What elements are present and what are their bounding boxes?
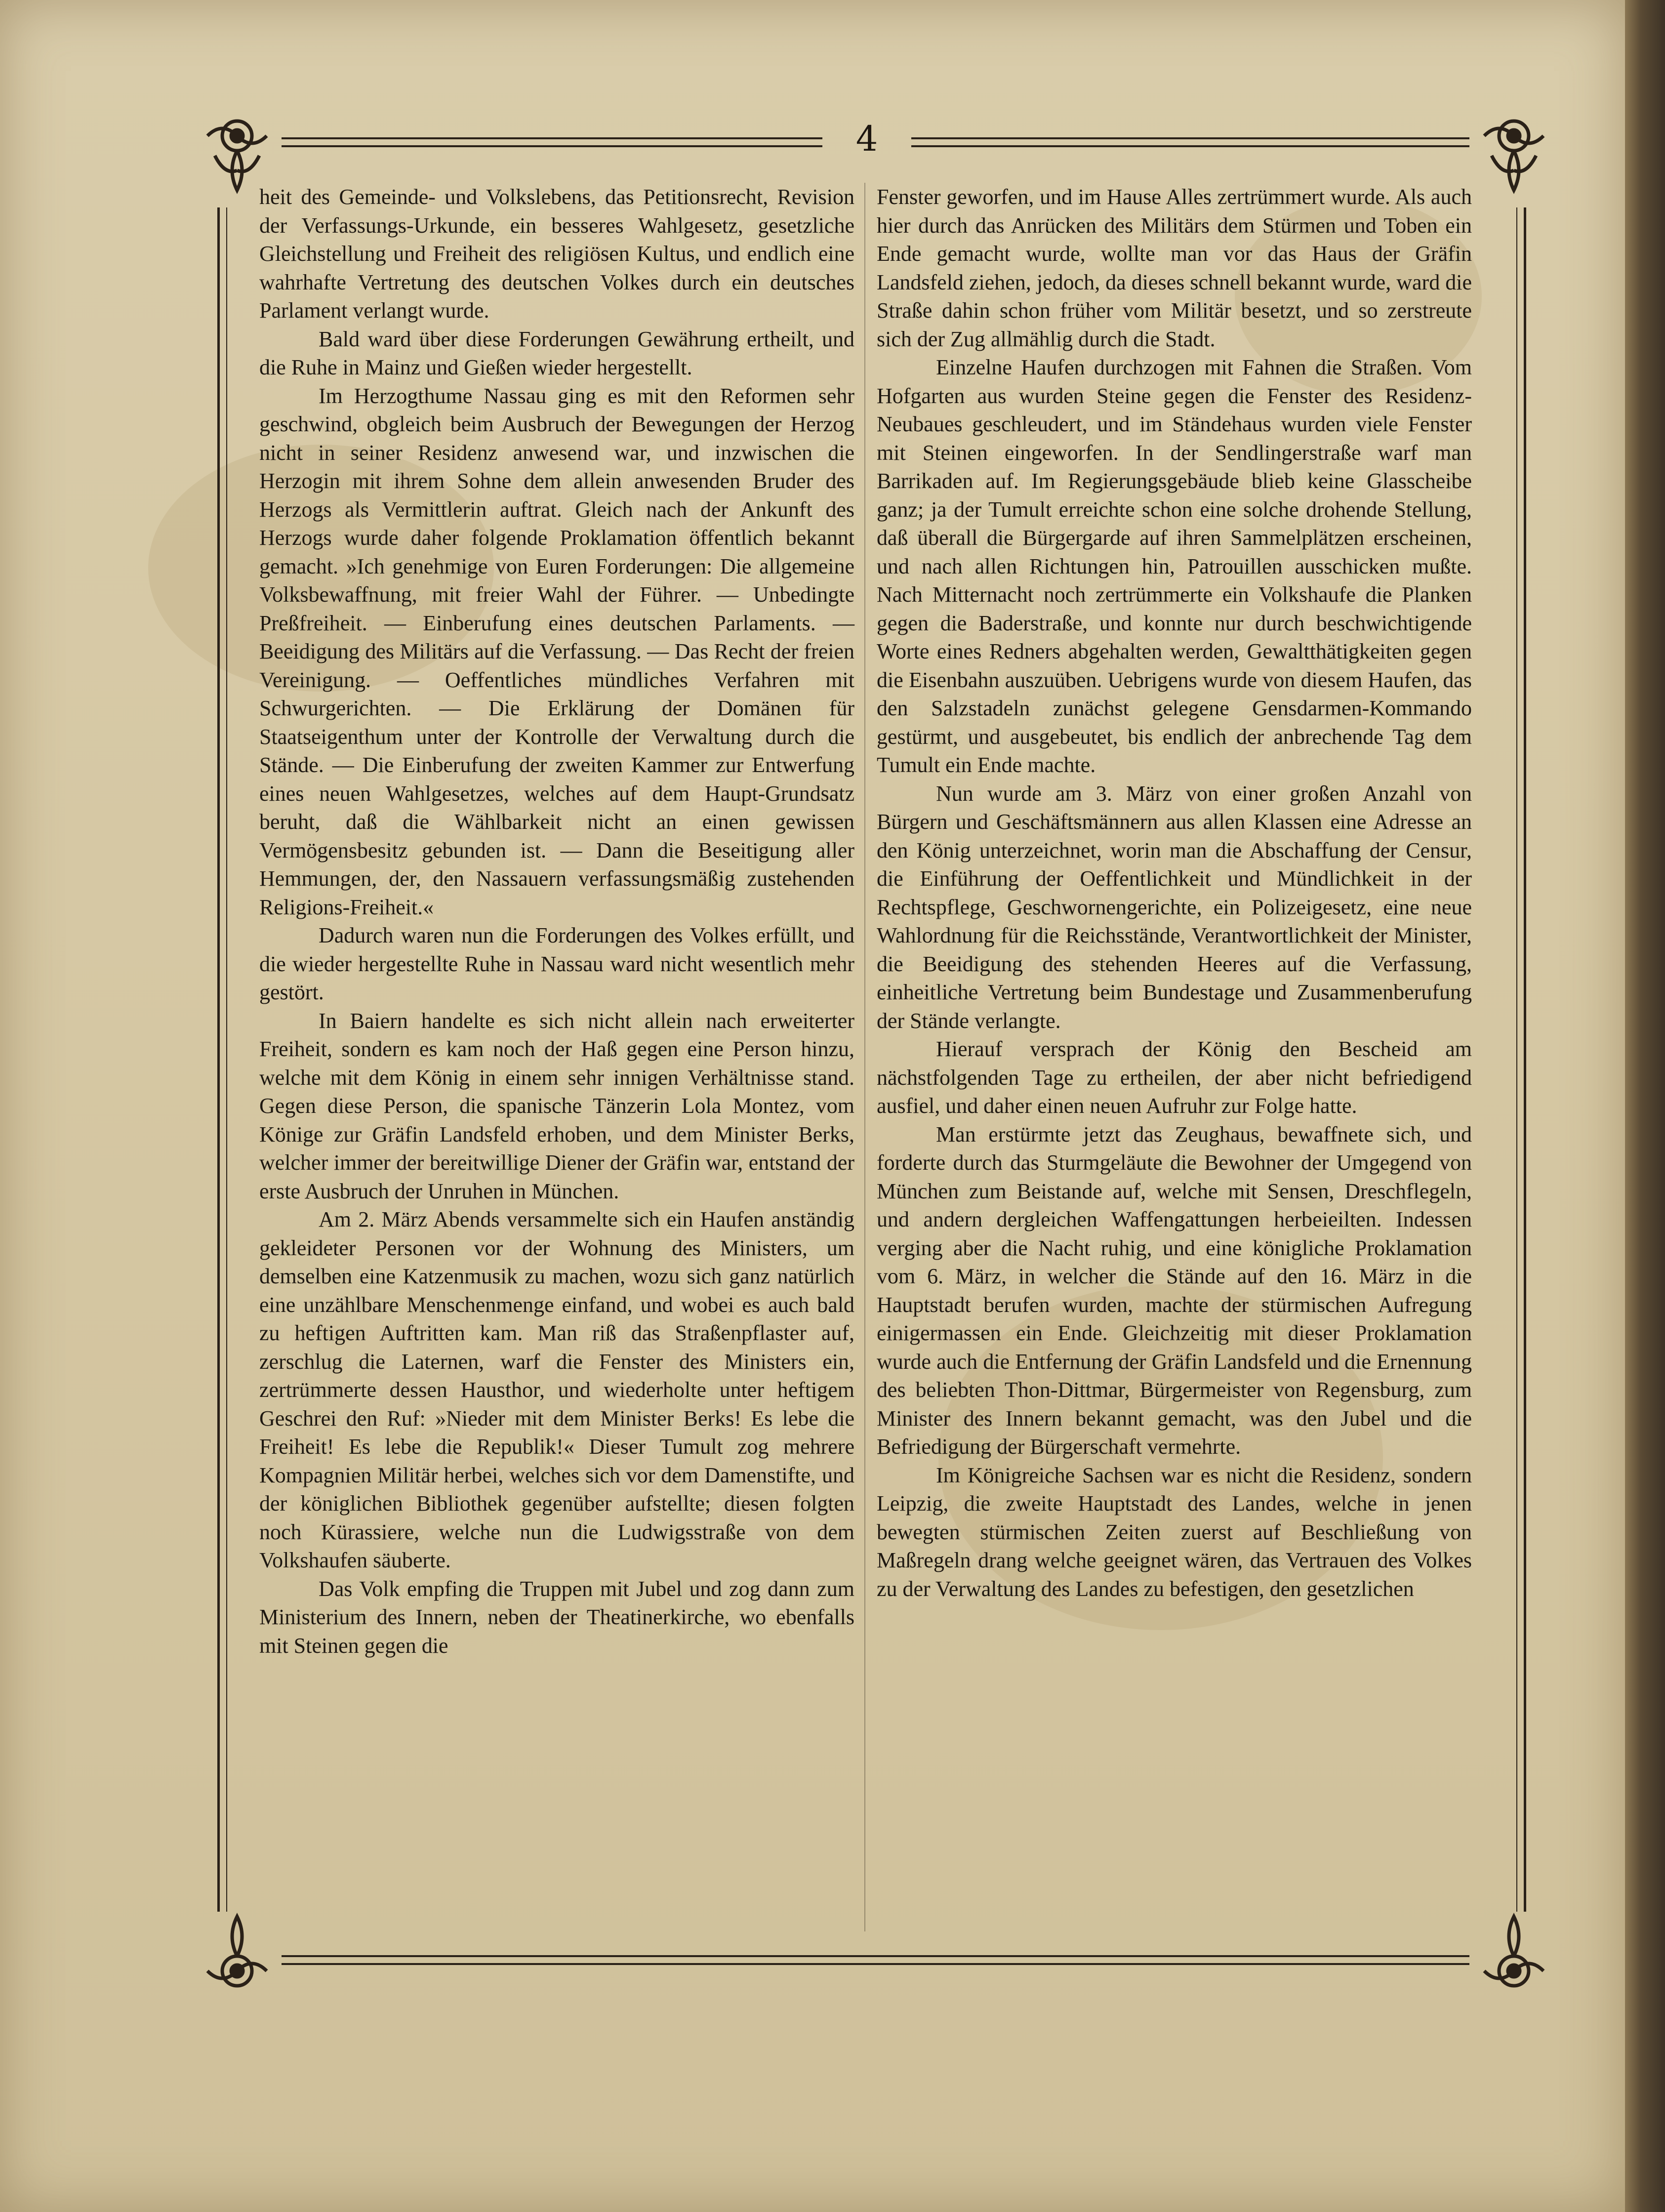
paragraph: Im Königreiche Sachsen war es nicht die Residenz, sondern Leipzig, die zweite Hauptstadt des Landes, welche in jenen bewegten stürmischen Zeiten zuerst auf Beschließung von Maßregeln drang welche geeignet wären, das Vertrauen des Volkes zu der Verwaltung des Landes zu befestigen, den gesetzlichen xyxy=(877,1463,1472,1601)
paragraph: Einzelne Haufen durchzogen mit Fahnen die Straßen. Vom Hofgarten aus wurden Steine gegen die Fenster des Residenz-Neubaues geschleudert, und im Ständehaus wurden viele Fenster mit Steinen eingeworfen. In der Sendlingerstraße warf man Barrikaden auf. Im Regierungsgebäude blieb keine Glasscheibe ganz; ja der Tumult erreichte schon eine solche drohende Stellung, daß überall die Bürgergarde auf ihren Sammelplätzen erscheinen, und nach allen Richtungen hin, Patrouillen ausschicken mußte. Nach Mitternacht noch zertrümmerte ein Volkshaufe die Planken gegen die Baderstraße, und konnte nur durch beschwichtigende Worte eines Redners abgehalten werden, Gewaltthätigkeiten gegen die Eisenbahn auszuüben. Uebrigens wurde von diesem Haufen, das den Salzstadeln zunächst gelegene Gensdarmen-Kommando gestürmt, und ausgebeutet, bis endlich der anbrechende Tag dem Tumult ein Ende machte. xyxy=(877,355,1472,777)
left-column xyxy=(259,183,854,1660)
frame-left-inner xyxy=(226,207,227,1912)
bottom-left-ornament-icon xyxy=(198,1912,277,1996)
footer-rule xyxy=(282,1955,1469,1965)
right-column xyxy=(877,183,1472,1603)
paragraph: Hierauf versprach der König den Bescheid am nächstfolgenden Tage zu ertheilen, der aber nicht befriedigend ausfiel, und daher einen neuen Aufruhr zur Folge hatte. xyxy=(877,1037,1472,1118)
paragraph: Am 2. März Abends versammelte sich ein Haufen anständig gekleideter Personen vor der Wohnung des Ministers, um demselben eine Katzenmusik zu machen, wozu sich ganz natürlich eine unzählbare Menschenmenge einfand, und wobei es auch bald zu heftigen Auftritten kam. Man riß das Straßenpflaster auf, zerschlug die Laternen, warf die Fenster des Ministers ein, zertrümmerte dessen Hausthor, und wiederholte unter heftigem Geschrei den Ruf: »Nieder mit dem Minister Berks! Es lebe die Freiheit! Es lebe die Republik!« Dieser Tumult zog mehrere Kompagnien Militär herbei, welches sich vor dem Damenstifte, und der königlichen Bibliothek gegenüber aufstellte; diesen folgten noch Kürassiere, welche nun die Ludwigsstraße von dem Volkshaufen säuberte. xyxy=(259,1207,854,1572)
column-divider xyxy=(864,183,865,1931)
bottom-right-ornament-icon xyxy=(1474,1912,1553,1996)
page-number: 4 xyxy=(855,119,878,159)
paragraph: In Baiern handelte es sich nicht allein nach erweiterter Freiheit, sondern es kam noch der Haß gegen eine Person hinzu, welche mit dem König in einem sehr innigen Verhältnisse stand. Gegen diese Person, die spanische Tänzerin Lola Montez, vom Könige zur Gräfin Landsfeld erhoben, und dem Minister Berks, welcher immer der bereitwillige Diener der Gräfin war, entstand der erste Ausbruch der Unruhen in München. xyxy=(259,1008,854,1203)
top-right-ornament-icon xyxy=(1474,111,1553,195)
frame-right-inner xyxy=(1516,207,1517,1912)
frame-right-outer xyxy=(1524,207,1526,1912)
paragraph: Das Volk empfing die Truppen mit Jubel und zog dann zum Ministerium des Innern, neben der Theatinerkirche, wo ebenfalls mit Steinen gegen die xyxy=(259,1576,854,1658)
binding-edge xyxy=(1625,0,1665,2212)
paragraph: Bald ward über diese Forderungen Gewährung ertheilt, und die Ruhe in Mainz und Gießen wieder hergestellt. xyxy=(259,327,854,379)
paragraph: Man erstürmte jetzt das Zeughaus, bewaffnete sich, und forderte durch das Sturmgeläute die Bewohner der Umgegend von München zum Beistande auf, welche mit Sensen, Dreschflegeln, und andern dergleichen Waffengattungen herbeieilten. Indessen verging aber die Nacht ruhig, und eine königliche Proklamation vom 6. März, in welcher die Stände auf den 16. März in die Hauptstadt berufen wurden, machte der stürmischen Aufregung einigermassen ein Ende. Gleichzeitig mit dieser Proklamation wurde auch die Entfernung der Gräfin Landsfeld und die Ernennung des beliebten Thon-Dittmar, Bürgermeister von Regensburg, zum Minister des Innern bekannt gemacht, was den Jubel und die Befriedigung der Bürgerschaft vermehrte. xyxy=(877,1122,1472,1459)
paragraph: Im Herzogthume Nassau ging es mit den Reformen sehr geschwind, obgleich beim Ausbruch der Bewegungen der Herzog nicht in seiner Residenz anwesend war, und inzwischen die Herzogin mit ihrem Sohne dem allein anwesenden Bruder des Herzogs als Vermittlerin auftrat. Gleich nach der Ankunft des Herzogs wurde daher folgende Proklamation öffentlich bekannt gemacht. »Ich genehmige von Euren Forderungen: Die allgemeine Volksbewaffnung, mit freier Wahl der Führer. — Unbedingte Preßfreiheit. — Einberufung eines deutschen Parlaments. — Beeidigung des Militärs auf die Verfassung. — Das Recht der freien Vereinigung. — Oeffentliches mündliches Verfahren mit Schwurgerichten. — Die Erklärung der Domänen für Staatseigenthum unter der Kontrolle der Verwaltung durch die Stände. — Die Einberufung der zweiten Kammer zur Entwerfung eines neuen Wahlgesetzes, welches auf dem Haupt-Grundsatz beruht, daß die Wählbarkeit nicht an einen gewissen Vermögensbesitz gebunden ist. — Dann die Beseitigung aller Hemmungen, der, den Nassauern verfassungsmäßig zustehenden Religions-Freiheit.« xyxy=(259,383,854,919)
paragraph: Fenster geworfen, und im Hause Alles zertrümmert wurde. Als auch hier durch das Anrücken des Militärs dem Stürmen und Toben ein Ende gemacht wurde, wollte man vor das Haus der Gräfin Landsfeld ziehen, jedoch, da dieses schnell bekannt wurde, ward die Straße dahin schon früher vom Militär besetzt, und so zerstreute sich der Zug allmählig durch die Stadt. xyxy=(877,185,1472,351)
frame-left-outer xyxy=(217,207,220,1912)
paragraph: Nun wurde am 3. März von einer großen Anzahl von Bürgern und Geschäftsmännern aus allen Klassen eine Adresse an den König unterzeichnet, worin man die Abschaffung der Censur, die Einführung der Oeffentlichkeit und Mündlichkeit in der Rechtspflege, Geschwornengerichte, ein Polizeigesetz, eine neue Wahlordnung für die Reichsstände, Verantwortlichkeit der Minister, die Beeidigung des stehenden Heeres auf die Verfassung, einheitliche Vertretung beim Bundestage und Zusammenberufung der Stände verlangte. xyxy=(877,781,1472,1033)
paragraph: Dadurch waren nun die Forderungen des Volkes erfüllt, und die wieder hergestellte Ruhe in Nassau ward nicht wesentlich mehr gestört. xyxy=(259,923,854,1004)
paragraph: heit des Gemeinde- und Volkslebens, das Petitionsrecht, Revision der Verfassungs-Urkunde, ein besseres Wahlgesetz, gesetzliche Gleichstellung und Freiheit des religiösen Kultus, und endlich eine wahrhafte Vertretung des deutschen Volkes durch ein deutsches Parlament verlangt wurde. xyxy=(259,185,854,323)
header-rule-left xyxy=(282,137,822,147)
header-rule-right xyxy=(911,137,1469,147)
